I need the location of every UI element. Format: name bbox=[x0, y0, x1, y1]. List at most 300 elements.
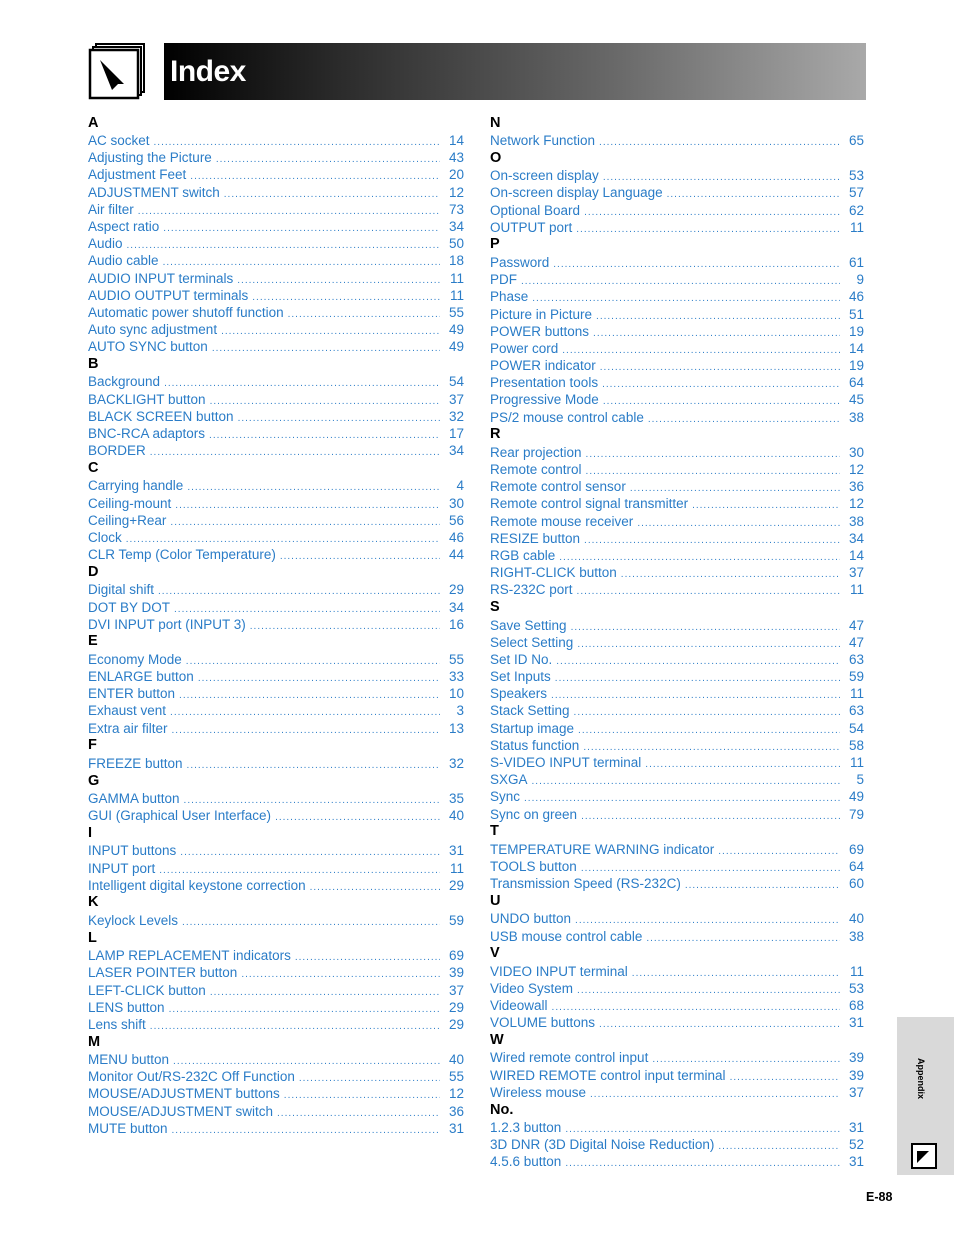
entry-page-number[interactable]: 17 bbox=[448, 426, 464, 441]
index-entry[interactable] bbox=[490, 219, 864, 236]
entry-label[interactable]: VIDEO INPUT terminal bbox=[490, 963, 628, 979]
entry-page-number[interactable]: 31 bbox=[848, 1154, 864, 1170]
entry-label[interactable]: FREEZE button bbox=[88, 755, 183, 771]
index-entry[interactable] bbox=[88, 964, 464, 981]
entry-page-number[interactable]: 55 bbox=[448, 1069, 464, 1085]
entry-page-number[interactable]: 46 bbox=[848, 289, 864, 305]
index-entry[interactable] bbox=[88, 860, 464, 877]
index-entry[interactable] bbox=[88, 685, 464, 702]
entry-page-number[interactable]: 38 bbox=[848, 513, 864, 529]
index-entry[interactable] bbox=[490, 651, 864, 668]
entry-label[interactable]: LENS button bbox=[88, 999, 165, 1015]
entry-page-number[interactable]: 65 bbox=[848, 133, 864, 148]
index-entry[interactable] bbox=[88, 651, 464, 668]
entry-page-number[interactable]: 29 bbox=[448, 582, 464, 598]
entry-page-number[interactable]: 31 bbox=[448, 843, 464, 859]
entry-label[interactable]: CLR Temp (Color Temperature) bbox=[88, 547, 276, 563]
index-entry[interactable] bbox=[490, 754, 864, 771]
entry-label[interactable]: Exhaust vent bbox=[88, 703, 167, 719]
entry-page-number[interactable]: 5 bbox=[856, 772, 864, 788]
entry-page-number[interactable]: 64 bbox=[848, 375, 864, 391]
entry-label[interactable]: Select Setting bbox=[490, 634, 574, 650]
entry-label[interactable]: Intelligent digital keystone correction bbox=[88, 877, 306, 893]
entry-label[interactable]: Transmission Speed (RS-232C) bbox=[490, 876, 681, 892]
entry-page-number[interactable]: 40 bbox=[448, 1052, 464, 1068]
entry-page-number[interactable]: 56 bbox=[448, 512, 464, 528]
index-entry[interactable] bbox=[88, 287, 464, 304]
entry-page-number[interactable]: 11 bbox=[849, 963, 864, 979]
entry-page-number[interactable]: 54 bbox=[848, 720, 864, 736]
index-entry[interactable] bbox=[490, 271, 864, 288]
index-entry[interactable] bbox=[88, 755, 464, 772]
index-entry[interactable] bbox=[88, 391, 464, 408]
entry-label[interactable]: Automatic power shutoff function bbox=[88, 304, 284, 320]
entry-label[interactable]: MOUSE/ADJUSTMENT buttons bbox=[88, 1086, 280, 1102]
entry-label[interactable]: Status function bbox=[490, 737, 580, 753]
entry-label[interactable]: TEMPERATURE WARNING indicator bbox=[490, 841, 715, 857]
index-entry[interactable] bbox=[88, 912, 464, 929]
entry-page-number[interactable]: 52 bbox=[848, 1137, 864, 1153]
index-entry[interactable] bbox=[88, 166, 464, 183]
index-entry[interactable] bbox=[88, 599, 464, 616]
entry-page-number[interactable]: 47 bbox=[848, 617, 864, 633]
entry-label[interactable]: INPUT buttons bbox=[88, 843, 177, 859]
entry-label[interactable]: MUTE button bbox=[88, 1120, 168, 1136]
index-entry[interactable] bbox=[490, 1136, 864, 1153]
entry-page-number[interactable]: 59 bbox=[448, 912, 464, 928]
index-entry[interactable] bbox=[490, 564, 864, 581]
entry-label[interactable]: RESIZE button bbox=[490, 530, 581, 546]
index-entry[interactable] bbox=[88, 373, 464, 390]
index-entry[interactable] bbox=[88, 982, 464, 999]
index-entry[interactable] bbox=[88, 149, 464, 166]
index-entry[interactable] bbox=[490, 340, 864, 357]
index-entry[interactable] bbox=[490, 702, 864, 719]
entry-page-number[interactable]: 31 bbox=[848, 1015, 864, 1031]
entry-label[interactable]: ENTER button bbox=[88, 686, 176, 702]
entry-label[interactable]: INPUT port bbox=[88, 860, 156, 876]
entry-page-number[interactable]: 31 bbox=[848, 1120, 864, 1135]
entry-label[interactable]: AUDIO OUTPUT terminals bbox=[88, 287, 249, 303]
entry-page-number[interactable]: 20 bbox=[448, 167, 464, 183]
index-entry[interactable] bbox=[88, 408, 464, 425]
index-entry[interactable] bbox=[88, 201, 464, 218]
index-entry[interactable] bbox=[88, 184, 464, 201]
entry-page-number[interactable]: 34 bbox=[448, 599, 464, 615]
entry-page-number[interactable]: 12 bbox=[448, 184, 464, 200]
entry-page-number[interactable]: 19 bbox=[848, 323, 864, 339]
index-entry[interactable] bbox=[88, 270, 464, 287]
entry-label[interactable]: Power cord bbox=[490, 340, 559, 356]
entry-label[interactable]: 3D DNR (3D Digital Noise Reduction) bbox=[490, 1137, 715, 1153]
entry-page-number[interactable]: 51 bbox=[848, 306, 864, 322]
index-entry[interactable] bbox=[88, 1016, 464, 1033]
entry-label[interactable]: On-screen display Language bbox=[490, 185, 663, 201]
index-entry[interactable] bbox=[88, 1120, 464, 1137]
entry-label[interactable]: BNC-RCA adaptors bbox=[88, 426, 206, 441]
index-entry[interactable] bbox=[490, 806, 864, 823]
entry-label[interactable]: BLACK SCREEN button bbox=[88, 408, 234, 424]
entry-label[interactable]: USB mouse control cable bbox=[490, 928, 643, 944]
entry-label[interactable]: MENU button bbox=[88, 1052, 170, 1068]
entry-page-number[interactable]: 57 bbox=[848, 185, 864, 201]
entry-label[interactable]: Clock bbox=[88, 529, 122, 545]
entry-label[interactable]: Remote control bbox=[490, 462, 582, 477]
index-entry[interactable] bbox=[490, 357, 864, 374]
index-entry[interactable] bbox=[88, 477, 464, 494]
entry-label[interactable]: Save Setting bbox=[490, 617, 567, 633]
entry-label[interactable]: Carrying handle bbox=[88, 478, 184, 494]
entry-label[interactable]: LASER POINTER button bbox=[88, 965, 238, 981]
index-entry[interactable] bbox=[490, 184, 864, 201]
entry-label[interactable]: Adjusting the Picture bbox=[88, 150, 212, 166]
entry-page-number[interactable]: 50 bbox=[448, 236, 464, 252]
index-entry[interactable] bbox=[490, 132, 864, 149]
entry-label[interactable]: Password bbox=[490, 254, 550, 270]
index-entry[interactable] bbox=[490, 928, 864, 945]
index-entry[interactable] bbox=[88, 495, 464, 512]
entry-page-number[interactable]: 62 bbox=[848, 202, 864, 218]
index-entry[interactable] bbox=[490, 513, 864, 530]
entry-label[interactable]: Videowall bbox=[490, 998, 548, 1014]
entry-page-number[interactable]: 36 bbox=[848, 479, 864, 495]
entry-page-number[interactable]: 37 bbox=[448, 982, 464, 998]
index-entry[interactable] bbox=[88, 529, 464, 546]
index-entry[interactable] bbox=[88, 581, 464, 598]
entry-page-number[interactable]: 39 bbox=[448, 965, 464, 981]
entry-page-number[interactable]: 69 bbox=[848, 841, 864, 857]
entry-label[interactable]: Economy Mode bbox=[88, 651, 182, 667]
entry-page-number[interactable]: 19 bbox=[848, 358, 864, 374]
entry-label[interactable]: RGB cable bbox=[490, 547, 556, 563]
index-entry[interactable] bbox=[88, 321, 464, 338]
entry-page-number[interactable]: 79 bbox=[848, 806, 864, 822]
entry-label[interactable]: Presentation tools bbox=[490, 375, 599, 391]
entry-page-number[interactable]: 37 bbox=[848, 1084, 864, 1100]
index-entry[interactable] bbox=[88, 1085, 464, 1102]
entry-label[interactable]: Remote control sensor bbox=[490, 479, 626, 495]
entry-page-number[interactable]: 11 bbox=[849, 686, 864, 702]
entry-label[interactable]: Network Function bbox=[490, 133, 596, 148]
index-entry[interactable] bbox=[88, 668, 464, 685]
entry-label[interactable]: 4.5.6 button bbox=[490, 1154, 562, 1170]
entry-label[interactable]: Extra air filter bbox=[88, 720, 168, 736]
entry-page-number[interactable]: 34 bbox=[448, 218, 464, 234]
entry-page-number[interactable]: 55 bbox=[448, 304, 464, 320]
entry-label[interactable]: Digital shift bbox=[88, 582, 155, 598]
index-entry[interactable] bbox=[88, 720, 464, 737]
entry-label[interactable]: Air filter bbox=[88, 201, 134, 217]
entry-label[interactable]: Sync bbox=[490, 789, 521, 805]
entry-page-number[interactable]: 10 bbox=[448, 686, 464, 702]
index-entry[interactable] bbox=[490, 634, 864, 651]
entry-label[interactable]: Rear projection bbox=[490, 444, 582, 460]
entry-label[interactable]: Speakers bbox=[490, 686, 548, 702]
entry-page-number[interactable]: 49 bbox=[448, 339, 464, 355]
entry-label[interactable]: Sync on green bbox=[490, 806, 578, 822]
entry-page-number[interactable]: 53 bbox=[848, 168, 864, 184]
index-entry[interactable] bbox=[490, 391, 864, 408]
entry-page-number[interactable]: 39 bbox=[848, 1067, 864, 1083]
entry-page-number[interactable]: 37 bbox=[448, 391, 464, 407]
entry-page-number[interactable]: 16 bbox=[448, 616, 464, 632]
entry-label[interactable]: Set Inputs bbox=[490, 669, 551, 685]
entry-page-number[interactable]: 55 bbox=[448, 651, 464, 667]
index-entry[interactable] bbox=[490, 1067, 864, 1084]
entry-label[interactable]: MOUSE/ADJUSTMENT switch bbox=[88, 1103, 274, 1119]
entry-page-number[interactable]: 33 bbox=[448, 669, 464, 685]
entry-label[interactable]: WIRED REMOTE control input terminal bbox=[490, 1067, 726, 1083]
index-entry[interactable] bbox=[490, 374, 864, 391]
index-entry[interactable] bbox=[490, 1153, 864, 1170]
index-entry[interactable] bbox=[490, 788, 864, 805]
entry-label[interactable]: BORDER bbox=[88, 443, 146, 459]
entry-page-number[interactable]: 32 bbox=[448, 408, 464, 424]
entry-label[interactable]: Keylock Levels bbox=[88, 912, 179, 928]
entry-page-number[interactable]: 14 bbox=[448, 133, 464, 148]
entry-page-number[interactable]: 63 bbox=[848, 651, 864, 667]
entry-label[interactable]: BACKLIGHT button bbox=[88, 391, 206, 407]
index-entry[interactable] bbox=[490, 288, 864, 305]
index-entry[interactable] bbox=[88, 512, 464, 529]
index-entry[interactable] bbox=[88, 218, 464, 235]
index-entry[interactable] bbox=[490, 910, 864, 927]
index-entry[interactable] bbox=[88, 807, 464, 824]
index-entry[interactable] bbox=[88, 1068, 464, 1085]
index-entry[interactable] bbox=[490, 547, 864, 564]
index-entry[interactable] bbox=[490, 720, 864, 737]
entry-page-number[interactable]: 73 bbox=[448, 201, 464, 217]
entry-page-number[interactable]: 68 bbox=[848, 998, 864, 1014]
entry-page-number[interactable]: 11 bbox=[449, 287, 464, 303]
index-entry[interactable] bbox=[490, 668, 864, 685]
entry-page-number[interactable]: 11 bbox=[849, 582, 864, 598]
entry-label[interactable]: POWER buttons bbox=[490, 323, 590, 339]
entry-page-number[interactable]: 40 bbox=[448, 808, 464, 824]
index-entry[interactable] bbox=[88, 842, 464, 859]
entry-label[interactable]: Ceiling+Rear bbox=[88, 512, 167, 528]
entry-page-number[interactable]: 29 bbox=[448, 877, 464, 893]
index-entry[interactable] bbox=[88, 132, 464, 149]
page-number: E-88 bbox=[866, 1190, 893, 1204]
entry-label[interactable]: VOLUME buttons bbox=[490, 1015, 596, 1031]
entry-label[interactable]: RIGHT-CLICK button bbox=[490, 565, 617, 581]
index-entry[interactable] bbox=[88, 546, 464, 563]
entry-page-number[interactable]: 11 bbox=[449, 860, 464, 876]
entry-page-number[interactable]: 11 bbox=[849, 755, 864, 770]
entry-label[interactable]: Stack Setting bbox=[490, 703, 570, 719]
entry-page-number[interactable]: 29 bbox=[448, 1016, 464, 1032]
entry-page-number[interactable]: 40 bbox=[848, 911, 864, 927]
entry-label[interactable]: Progressive Mode bbox=[490, 392, 599, 408]
index-entry[interactable] bbox=[490, 167, 864, 184]
index-entry[interactable] bbox=[88, 947, 464, 964]
index-entry[interactable] bbox=[490, 478, 864, 495]
entry-label[interactable]: Optional Board bbox=[490, 202, 581, 218]
entry-label[interactable]: Remote control signal transmitter bbox=[490, 496, 689, 512]
index-entry[interactable] bbox=[490, 1049, 864, 1066]
index-entry[interactable] bbox=[490, 1084, 864, 1101]
entry-label[interactable]: OUTPUT port bbox=[490, 219, 573, 235]
entry-page-number[interactable]: 58 bbox=[848, 737, 864, 753]
index-entry[interactable] bbox=[490, 685, 864, 702]
entry-label[interactable]: Wireless mouse bbox=[490, 1084, 587, 1100]
entry-label[interactable]: PDF bbox=[490, 272, 517, 288]
entry-label[interactable]: DVI INPUT port (INPUT 3) bbox=[88, 616, 246, 632]
entry-page-number[interactable]: 69 bbox=[448, 948, 464, 964]
entry-label[interactable]: Picture in Picture bbox=[490, 306, 593, 322]
entry-page-number[interactable]: 37 bbox=[848, 565, 864, 581]
entry-label[interactable]: Startup image bbox=[490, 720, 575, 736]
entry-page-number[interactable]: 61 bbox=[848, 254, 864, 270]
entry-page-number[interactable]: 29 bbox=[448, 999, 464, 1015]
entry-page-number[interactable]: 30 bbox=[448, 495, 464, 511]
entry-page-number[interactable]: 34 bbox=[848, 530, 864, 546]
entry-page-number[interactable]: 64 bbox=[848, 858, 864, 874]
entry-label[interactable]: Wired remote control input bbox=[490, 1050, 649, 1066]
index-entry[interactable] bbox=[88, 1051, 464, 1068]
index-entry[interactable] bbox=[490, 530, 864, 547]
index-entry[interactable] bbox=[490, 409, 864, 426]
entry-page-number[interactable]: 4 bbox=[456, 478, 464, 494]
entry-label[interactable]: GAMMA button bbox=[88, 791, 180, 806]
entry-label[interactable]: S-VIDEO INPUT terminal bbox=[490, 755, 642, 770]
entry-page-number[interactable]: 39 bbox=[848, 1050, 864, 1066]
entry-label[interactable]: Phase bbox=[490, 289, 529, 305]
index-entry[interactable] bbox=[490, 980, 864, 997]
entry-page-number[interactable]: 63 bbox=[848, 703, 864, 719]
index-entry[interactable] bbox=[490, 581, 864, 598]
entry-page-number[interactable]: 9 bbox=[856, 272, 864, 288]
index-entry[interactable] bbox=[490, 1119, 864, 1136]
index-entry[interactable] bbox=[88, 702, 464, 719]
entry-label[interactable]: PS/2 mouse control cable bbox=[490, 409, 644, 425]
entry-page-number[interactable]: 12 bbox=[448, 1086, 464, 1102]
entry-label[interactable]: LAMP REPLACEMENT indicators bbox=[88, 948, 291, 964]
index-entry[interactable] bbox=[490, 841, 864, 858]
entry-label[interactable]: ENLARGE button bbox=[88, 669, 194, 685]
entry-page-number[interactable]: 43 bbox=[448, 150, 464, 166]
entry-page-number[interactable]: 34 bbox=[448, 443, 464, 459]
entry-label[interactable]: Lens shift bbox=[88, 1016, 146, 1032]
entry-label[interactable]: SXGA bbox=[490, 772, 528, 788]
entry-page-number[interactable]: 46 bbox=[448, 529, 464, 545]
entry-page-number[interactable]: 30 bbox=[848, 444, 864, 460]
entry-page-number[interactable]: 12 bbox=[848, 462, 864, 477]
entry-label[interactable]: AUTO SYNC button bbox=[88, 339, 208, 355]
entry-label[interactable]: ADJUSTMENT switch bbox=[88, 184, 220, 200]
index-entry[interactable] bbox=[490, 202, 864, 219]
index-entry[interactable] bbox=[490, 495, 864, 512]
entry-label[interactable]: AC socket bbox=[88, 133, 150, 148]
entry-page-number[interactable]: 32 bbox=[448, 755, 464, 771]
entry-label[interactable]: LEFT-CLICK button bbox=[88, 982, 206, 998]
entry-label[interactable]: TOOLS button bbox=[490, 858, 577, 874]
entry-page-number[interactable]: 12 bbox=[848, 496, 864, 512]
entry-page-number[interactable]: 11 bbox=[449, 270, 464, 286]
entry-label[interactable]: POWER indicator bbox=[490, 358, 596, 374]
entry-page-number[interactable]: 45 bbox=[848, 392, 864, 408]
entry-label[interactable]: Monitor Out/RS-232C Off Function bbox=[88, 1069, 295, 1085]
index-entry[interactable] bbox=[88, 877, 464, 894]
entry-label[interactable]: 1.2.3 button bbox=[490, 1120, 562, 1135]
entry-page-number[interactable]: 59 bbox=[848, 669, 864, 685]
index-entry[interactable] bbox=[490, 617, 864, 634]
entry-label[interactable]: Ceiling-mount bbox=[88, 495, 172, 511]
entry-label[interactable]: AUDIO INPUT terminals bbox=[88, 270, 234, 286]
entry-label[interactable]: Background bbox=[88, 374, 161, 390]
entry-page-number[interactable]: 36 bbox=[448, 1103, 464, 1119]
index-entry[interactable] bbox=[490, 323, 864, 340]
index-entry[interactable] bbox=[88, 235, 464, 252]
index-entry[interactable] bbox=[88, 616, 464, 633]
index-entry[interactable] bbox=[88, 338, 464, 355]
entry-page-number[interactable]: 47 bbox=[848, 634, 864, 650]
entry-label[interactable]: Adjustment Feet bbox=[88, 167, 187, 183]
entry-page-number[interactable]: 60 bbox=[848, 876, 864, 892]
entry-label[interactable]: On-screen display bbox=[490, 168, 599, 184]
index-entry[interactable] bbox=[88, 304, 464, 321]
index-entry[interactable] bbox=[88, 790, 464, 807]
entry-page-number[interactable]: 18 bbox=[448, 253, 464, 269]
index-entry[interactable] bbox=[490, 771, 864, 788]
entry-page-number[interactable]: 14 bbox=[848, 547, 864, 563]
entry-page-number[interactable]: 14 bbox=[848, 340, 864, 356]
entry-page-number[interactable]: 38 bbox=[848, 409, 864, 425]
entry-page-number[interactable]: 38 bbox=[848, 928, 864, 944]
entry-label[interactable]: Remote mouse receiver bbox=[490, 513, 634, 529]
entry-label[interactable]: Auto sync adjustment bbox=[88, 322, 218, 338]
entry-label[interactable]: Set ID No. bbox=[490, 651, 553, 667]
entry-page-number[interactable]: 3 bbox=[456, 703, 464, 719]
entry-label[interactable]: DOT BY DOT bbox=[88, 599, 171, 615]
entry-page-number[interactable]: 49 bbox=[848, 789, 864, 805]
index-entry[interactable] bbox=[490, 963, 864, 980]
index-entry[interactable] bbox=[490, 858, 864, 875]
index-entry[interactable] bbox=[490, 306, 864, 323]
entry-page-number[interactable]: 13 bbox=[448, 720, 464, 736]
entry-label[interactable]: Audio cable bbox=[88, 253, 159, 269]
entry-page-number[interactable]: 31 bbox=[448, 1120, 464, 1136]
index-entry[interactable] bbox=[490, 997, 864, 1014]
index-entry[interactable] bbox=[490, 461, 864, 478]
entry-label[interactable]: Aspect ratio bbox=[88, 218, 160, 234]
index-entry[interactable] bbox=[490, 875, 864, 892]
index-entry[interactable] bbox=[490, 254, 864, 271]
index-entry[interactable] bbox=[490, 444, 864, 461]
dot-leader bbox=[221, 323, 440, 340]
entry-page-number[interactable]: 53 bbox=[848, 980, 864, 996]
index-entry[interactable] bbox=[490, 1014, 864, 1031]
entry-page-number[interactable]: 11 bbox=[849, 219, 864, 235]
index-entry[interactable] bbox=[88, 1103, 464, 1120]
entry-label[interactable]: UNDO button bbox=[490, 911, 572, 927]
entry-page-number[interactable]: 35 bbox=[448, 791, 464, 806]
index-entry[interactable] bbox=[88, 425, 464, 442]
index-entry[interactable] bbox=[88, 252, 464, 269]
index-entry[interactable] bbox=[88, 999, 464, 1016]
index-entry[interactable] bbox=[490, 737, 864, 754]
entry-page-number[interactable]: 49 bbox=[448, 322, 464, 338]
index-entry[interactable] bbox=[88, 442, 464, 459]
entry-label[interactable]: GUI (Graphical User Interface) bbox=[88, 808, 272, 824]
dot-leader bbox=[172, 1122, 440, 1139]
entry-page-number[interactable]: 44 bbox=[448, 547, 464, 563]
entry-page-number[interactable]: 54 bbox=[448, 374, 464, 390]
entry-label[interactable]: Video System bbox=[490, 980, 574, 996]
entry-label[interactable]: Audio bbox=[88, 236, 123, 252]
entry-label[interactable]: RS-232C port bbox=[490, 582, 573, 598]
